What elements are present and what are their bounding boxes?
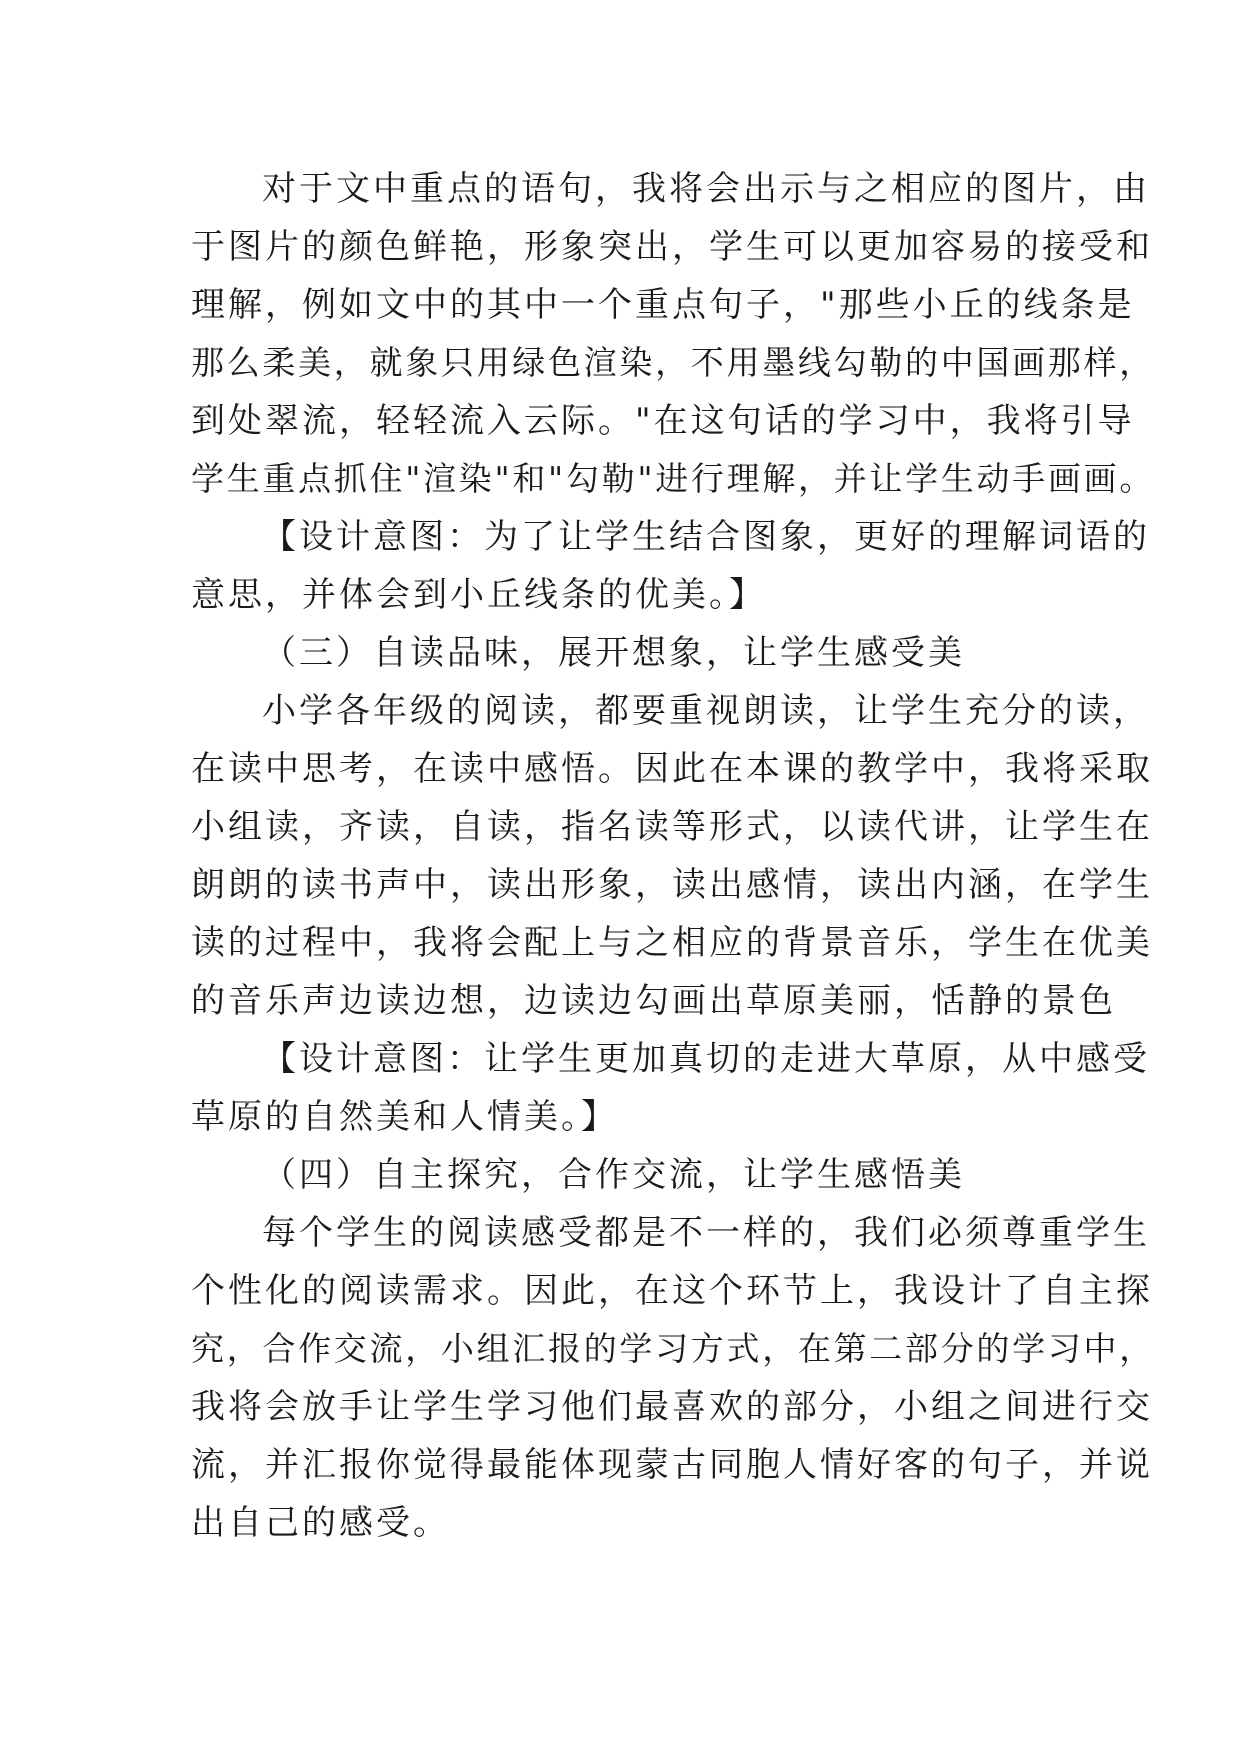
- design-intent-note: 【设计意图：为了让学生结合图象，更好的理解词语的: [262, 517, 1150, 557]
- text-line: 究，合作交流，小组汇报的学习方式，在第二部分的学习中，: [191, 1329, 1155, 1368]
- design-intent-note: 草原的自然美和人情美。】: [191, 1097, 618, 1137]
- text-line: 朗朗的读书声中，读出形象，读出感情，读出内涵，在学生: [191, 865, 1153, 905]
- text-line: 读的过程中，我将会配上与之相应的背景音乐，学生在优美: [191, 923, 1153, 963]
- text-line: 的音乐声边读边想，边读边勾画出草原美丽，恬静的景色: [191, 981, 1116, 1021]
- text-line: 出自己的感受。: [191, 1503, 450, 1543]
- text-line: 流，并汇报你觉得最能体现蒙古同胞人情好客的句子，并说: [191, 1445, 1153, 1485]
- text-line: 小学各年级的阅读，都要重视朗读，让学生充分的读，: [262, 691, 1150, 731]
- text-line: 我将会放手让学生学习他们最喜欢的部分，小组之间进行交: [191, 1387, 1153, 1427]
- section-heading: （三）自读品味，展开想象，让学生感受美: [262, 633, 965, 673]
- text-line: 理解，例如文中的其中一个重点句子，"那些小丘的线条是: [191, 285, 1135, 325]
- text-line: 在读中思考，在读中感悟。因此在本课的教学中，我将采取: [191, 749, 1153, 789]
- design-intent-note: 意思，并体会到小丘线条的优美。】: [191, 575, 766, 615]
- text-line: 学生重点抓住"渲染"和"勾勒"进行理解，并让学生动手画画。: [191, 459, 1156, 498]
- text-line: 那么柔美，就象只用绿色渲染，不用墨线勾勒的中国画那样，: [191, 343, 1155, 382]
- text-line: 小组读，齐读，自读，指名读等形式，以读代讲，让学生在: [191, 807, 1153, 847]
- text-line: 对于文中重点的语句，我将会出示与之相应的图片，由: [262, 169, 1150, 209]
- text-line: 于图片的颜色鲜艳，形象突出，学生可以更加容易的接受和: [191, 227, 1153, 267]
- section-heading: （四）自主探究，合作交流，让学生感悟美: [262, 1155, 965, 1195]
- text-line: 每个学生的阅读感受都是不一样的，我们必须尊重学生: [262, 1213, 1150, 1253]
- text-line: 到处翠流，轻轻流入云际。"在这句话的学习中，我将引导: [191, 401, 1135, 441]
- text-line: 个性化的阅读需求。因此，在这个环节上，我设计了自主探: [191, 1271, 1153, 1311]
- design-intent-note: 【设计意图：让学生更加真切的走进大草原，从中感受: [262, 1039, 1150, 1079]
